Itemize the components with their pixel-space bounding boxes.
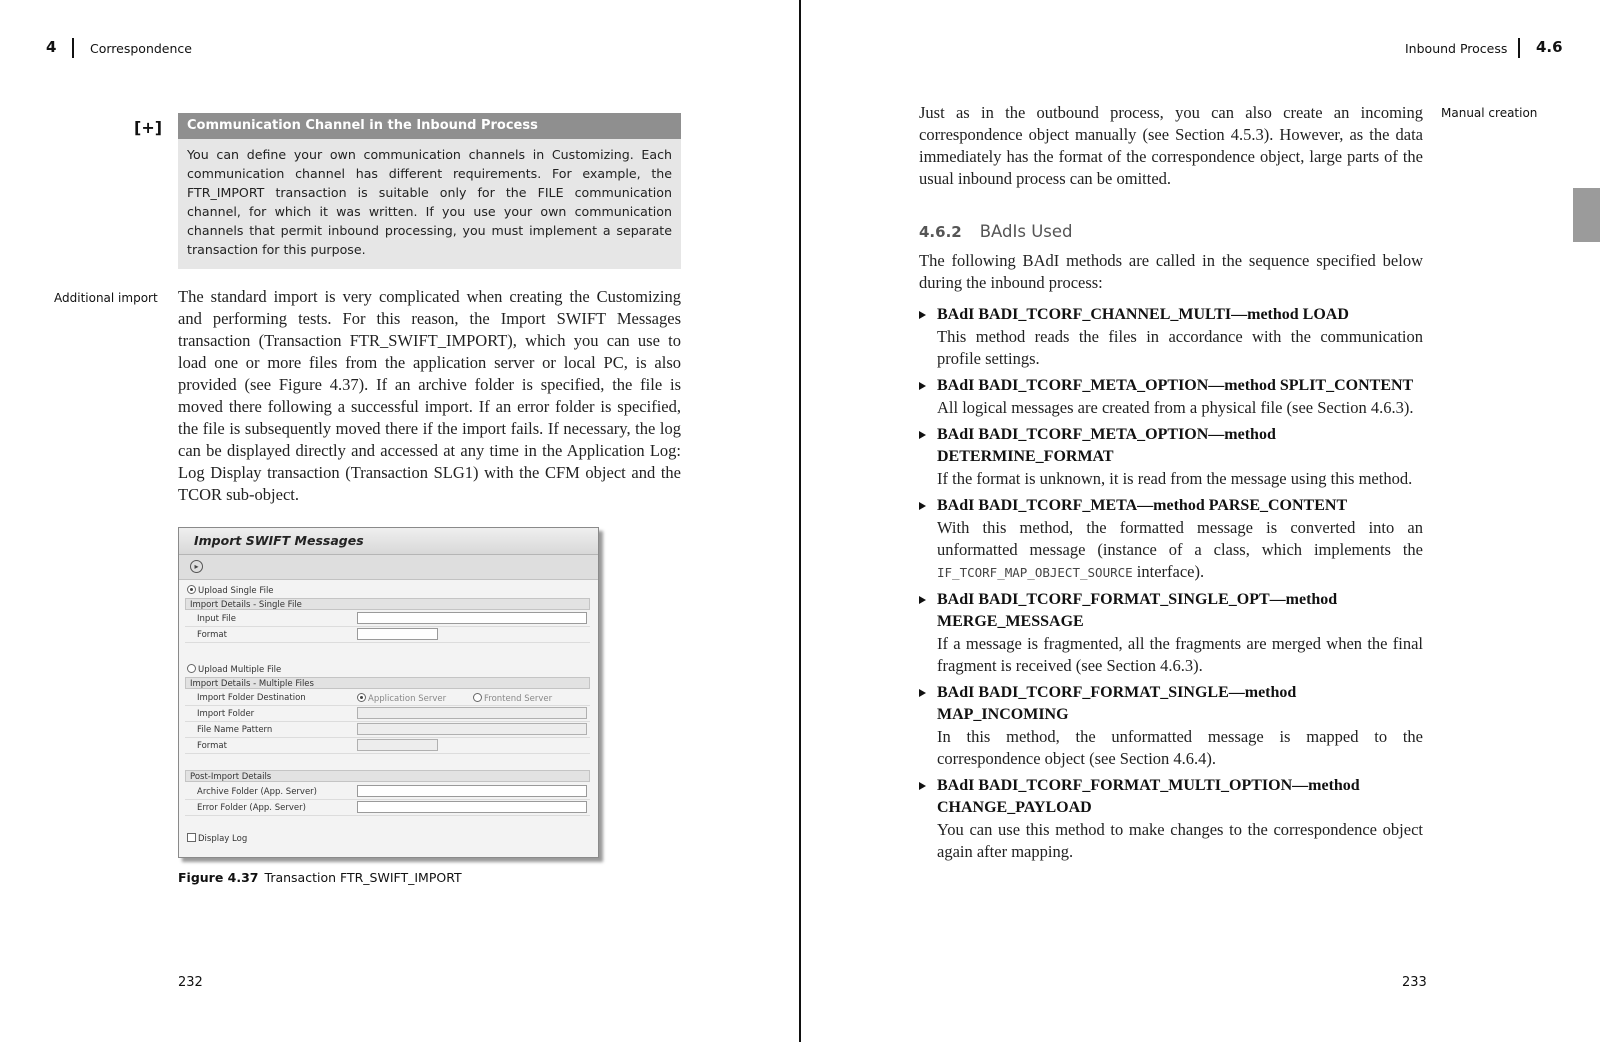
upload-single-label: Upload Single File bbox=[198, 586, 274, 596]
import-folder-label: Import Folder bbox=[197, 709, 255, 719]
badi-title: BAdI BADI_TCORF_FORMAT_SINGLE_OPT—method MERGE_MESSAGE bbox=[937, 591, 1338, 630]
radio-unselected-icon bbox=[473, 693, 482, 702]
chapter-number: 4 bbox=[46, 38, 57, 56]
badi-title: BAdI BADI_TCORF_FORMAT_MULTI_OPTION—method CHANGE_PAYLOAD bbox=[937, 777, 1360, 816]
format-field-single[interactable] bbox=[357, 628, 438, 640]
list-item bbox=[919, 775, 1423, 863]
bullet-triangle-icon bbox=[919, 782, 926, 790]
input-file-label: Input File bbox=[197, 614, 236, 624]
badi-description: If the format is unknown, it is read from the message using this method. bbox=[937, 469, 1413, 488]
frontend-server-label: Frontend Server bbox=[484, 694, 553, 704]
file-name-pattern-row bbox=[185, 722, 590, 738]
format-label-single: Format bbox=[197, 630, 227, 640]
input-file-field[interactable] bbox=[357, 612, 587, 624]
tip-title: Communication Channel in the Inbound Process bbox=[178, 113, 681, 139]
bullet-triangle-icon bbox=[919, 382, 926, 390]
badi-description: This method reads the files in accordance with the communication profile settings. bbox=[937, 327, 1423, 368]
page-number-left: 232 bbox=[178, 975, 203, 990]
display-log-label: Display Log bbox=[198, 834, 248, 844]
app-server-label: Application Server bbox=[368, 694, 447, 704]
bullet-triangle-icon bbox=[919, 596, 926, 604]
badi-desc-text: interface). bbox=[1136, 562, 1205, 581]
error-folder-row bbox=[185, 800, 590, 816]
badi-list bbox=[919, 304, 1423, 868]
header-divider bbox=[1518, 38, 1520, 58]
badi-description: In this method, the unformatted message is mapped to the correspondence object (see Section 4.6.4). bbox=[937, 727, 1423, 768]
error-folder-field[interactable] bbox=[357, 801, 587, 813]
archive-folder-field[interactable] bbox=[357, 785, 587, 797]
sap-toolbar bbox=[179, 555, 598, 580]
input-file-row bbox=[185, 611, 590, 627]
radio-selected-icon bbox=[187, 585, 196, 594]
badi-title: BAdI BADI_TCORF_META_OPTION—method SPLIT_CONTENT bbox=[937, 377, 1414, 394]
badi-desc-text: With this method, the formatted message is converted into an unformatted message (instance of a class, which implements the bbox=[937, 518, 1423, 559]
lead-paragraph: The following BAdI methods are called in the sequence specified below during the inbound process: bbox=[919, 251, 1423, 292]
section-number-header: 4.6 bbox=[1536, 38, 1563, 56]
badi-title: BAdI BADI_TCORF_CHANNEL_MULTI—method LOAD bbox=[937, 306, 1349, 323]
archive-folder-row bbox=[185, 784, 590, 800]
format-label-multiple: Format bbox=[197, 741, 227, 751]
badi-title: BAdI BADI_TCORF_META—method PARSE_CONTENT bbox=[937, 497, 1348, 514]
upload-multiple-label: Upload Multiple File bbox=[198, 665, 282, 675]
margin-note-manual-creation: Manual creation bbox=[1441, 106, 1538, 120]
badi-code: IF_TCORF_MAP_OBJECT_SOURCE bbox=[937, 565, 1133, 580]
list-item bbox=[919, 589, 1423, 677]
tip-box bbox=[178, 113, 681, 269]
list-item bbox=[919, 495, 1423, 584]
badi-description bbox=[937, 517, 1423, 584]
format-row-multiple bbox=[185, 738, 590, 754]
file-name-pattern-field[interactable] bbox=[357, 723, 587, 735]
sap-window-title: Import SWIFT Messages bbox=[179, 528, 598, 555]
body-paragraph: The standard import is very complicated when creating the Customizing and performing tests. For this reason, the Import SWIFT Messages transaction (Transaction FTR_SWIFT_IMPORT), which you can use to load one or more files from the application server or local PC, is also provided (see Figure 4.37). If an archive folder is specified, the file is moved there following a successful import. If an error folder is specified, the file is subsequently moved there if the import fails. If necessary, the log can be displayed directly and accessed at any time in the Application Log: Log Display transaction (Transaction SLG1) with the CFM object and the TCOR sub-object. bbox=[178, 287, 681, 504]
folder-destination-label: Import Folder Destination bbox=[197, 693, 306, 703]
figure-label: Figure 4.37 bbox=[178, 870, 259, 885]
upload-multiple-radio[interactable] bbox=[187, 664, 281, 675]
format-row-single bbox=[185, 627, 590, 643]
sap-screenshot bbox=[178, 527, 599, 858]
badi-description: All logical messages are created from a physical file (see Section 4.6.3). bbox=[937, 398, 1414, 417]
bullet-triangle-icon bbox=[919, 431, 926, 439]
checkbox-icon bbox=[187, 833, 196, 842]
format-field-multiple[interactable] bbox=[357, 739, 438, 751]
app-server-option[interactable] bbox=[357, 693, 446, 704]
section-heading-title: BAdIs Used bbox=[979, 222, 1073, 241]
badi-description: You can use this method to make changes to the correspondence object again after mapping. bbox=[937, 820, 1423, 861]
folder-destination-row bbox=[185, 690, 590, 706]
single-file-group-header: Import Details - Single File bbox=[185, 598, 590, 610]
margin-note-additional-import: Additional import bbox=[54, 291, 158, 305]
frontend-server-option[interactable] bbox=[473, 693, 552, 704]
import-folder-row bbox=[185, 706, 590, 722]
badi-title: BAdI BADI_TCORF_META_OPTION—method DETERMINE_FORMAT bbox=[937, 426, 1276, 465]
badi-title: BAdI BADI_TCORF_FORMAT_SINGLE—method MAP_INCOMING bbox=[937, 684, 1297, 723]
thumb-index-tab bbox=[1573, 188, 1600, 242]
list-item bbox=[919, 304, 1423, 370]
archive-folder-label: Archive Folder (App. Server) bbox=[197, 787, 317, 797]
right-page bbox=[801, 0, 1600, 1042]
list-item bbox=[919, 424, 1423, 490]
radio-selected-icon bbox=[357, 693, 366, 702]
list-item bbox=[919, 682, 1423, 770]
import-folder-field[interactable] bbox=[357, 707, 587, 719]
multiple-files-group-header: Import Details - Multiple Files bbox=[185, 677, 590, 689]
display-log-checkbox[interactable] bbox=[187, 833, 247, 844]
figure-caption bbox=[178, 870, 462, 885]
figure-caption-text: Transaction FTR_SWIFT_IMPORT bbox=[264, 870, 462, 885]
chapter-title: Correspondence bbox=[90, 41, 192, 56]
section-heading bbox=[919, 222, 1073, 241]
file-name-pattern-label: File Name Pattern bbox=[197, 725, 273, 735]
execute-icon[interactable]: ▸ bbox=[190, 560, 203, 573]
error-folder-label: Error Folder (App. Server) bbox=[197, 803, 306, 813]
tip-text: You can define your own communication channels in Customizing. Each communication channel has different requirements. For example, the FTR_IMPORT transaction is suitable only for the FILE communication channel, for which it was written. If you use your own communication channels that permit inbound processing, you must implement a separate transaction for this purpose. bbox=[187, 147, 672, 257]
bullet-triangle-icon bbox=[919, 311, 926, 319]
section-title-header: Inbound Process bbox=[1405, 41, 1508, 56]
bullet-triangle-icon bbox=[919, 689, 926, 697]
list-item bbox=[919, 375, 1423, 419]
tip-marker: [+] bbox=[134, 118, 163, 137]
header-divider bbox=[72, 38, 74, 58]
radio-unselected-icon bbox=[187, 664, 196, 673]
intro-paragraph: Just as in the outbound process, you can also create an incoming correspondence object manually (see Section 4.5.3). However, as the data immediately has the format of the correspondence object, large parts of the usual inbound process can be omitted. bbox=[919, 103, 1423, 188]
bullet-triangle-icon bbox=[919, 502, 926, 510]
upload-single-radio[interactable] bbox=[187, 585, 274, 596]
section-heading-number: 4.6.2 bbox=[919, 223, 962, 241]
post-import-group-header: Post-Import Details bbox=[185, 770, 590, 782]
badi-description: If a message is fragmented, all the fragments are merged when the final fragment is received (see Section 4.6.3). bbox=[937, 634, 1423, 675]
page-number-right: 233 bbox=[1402, 975, 1427, 990]
